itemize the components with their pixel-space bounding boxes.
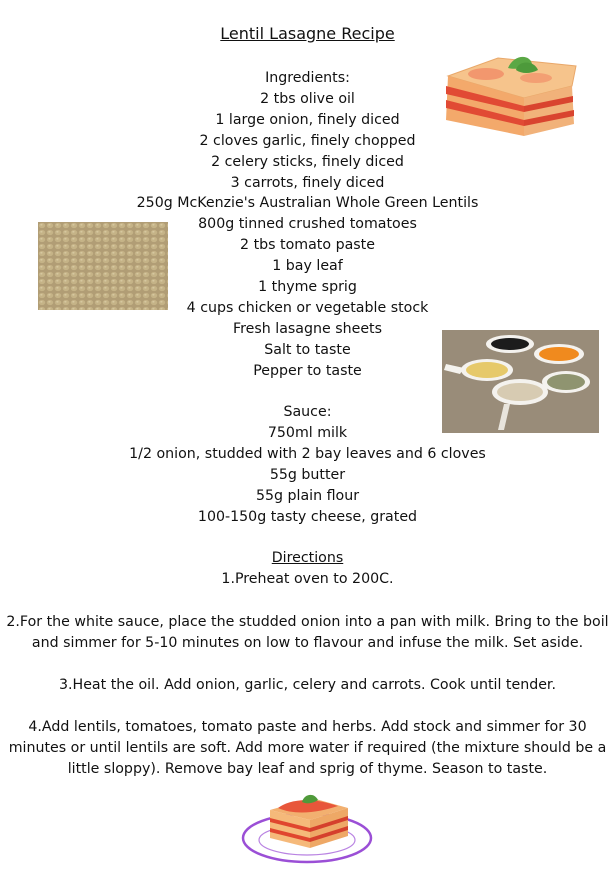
sauce-heading: Sauce:: [283, 404, 332, 420]
direction-step: 1.Preheat oven to 200C.: [221, 570, 394, 587]
ingredient-item: 2 tbs olive oil: [260, 90, 355, 107]
directions-heading: Directions: [271, 550, 344, 566]
lasagne-slice-illustration: [438, 46, 583, 141]
ingredient-item: 2 tbs tomato paste: [240, 237, 375, 254]
ingredient-item: 1 thyme sprig: [258, 279, 357, 296]
page-title: Lentil Lasagne Recipe: [220, 24, 395, 43]
ingredient-item: 1 bay leaf: [272, 258, 343, 275]
ingredient-item: 800g tinned crushed tomatoes: [198, 216, 417, 233]
ingredient-item: 1 large onion, finely diced: [215, 111, 400, 128]
ingredient-item: Pepper to taste: [253, 362, 362, 379]
directions-section: [0, 548, 615, 590]
direction-step: 3.Heat the oil. Add onion, garlic, celery and carrots. Cook until tender.: [59, 677, 556, 693]
ingredient-item: 2 cloves garlic, finely chopped: [199, 132, 416, 149]
green-lentils-photo: [38, 222, 168, 310]
sauce-item: 55g plain flour: [255, 487, 360, 504]
ingredient-item: Fresh lasagne sheets: [232, 320, 383, 337]
sauce-item: 1/2 onion, studded with 2 bay leaves and 6 cloves: [129, 445, 486, 462]
ingredient-item: Salt to taste: [264, 341, 351, 358]
sauce-item: 55g butter: [269, 466, 346, 483]
ingredient-item: 4 cups chicken or vegetable stock: [186, 299, 429, 316]
sauce-item: 100-150g tasty cheese, grated: [197, 508, 418, 525]
ingredient-item: 250g McKenzie's Australian Whole Green Lentils: [136, 195, 479, 212]
ingredient-item: 2 celery sticks, finely diced: [211, 153, 404, 170]
legume-bowls-photo: [442, 330, 599, 433]
ingredient-item: 3 carrots, finely diced: [230, 174, 385, 191]
lasagne-plate-illustration: [240, 788, 374, 864]
ingredients-heading: Ingredients:: [265, 70, 350, 86]
direction-step: 2.For the white sauce, place the studded onion into a pan with milk. Bring to the boil and simmer for 5-10 minutes on low to flavour and infuse the milk. Set aside.: [6, 614, 609, 651]
sauce-item: 750ml milk: [267, 424, 348, 441]
direction-step: 4.Add lentils, tomatoes, tomato paste and herbs. Add stock and simmer for 30 minutes or until lentils are soft. Add more water if required (the mixture should be a little sloppy). Remove bay leaf and sprig of thyme. Season to taste.: [8, 719, 607, 777]
